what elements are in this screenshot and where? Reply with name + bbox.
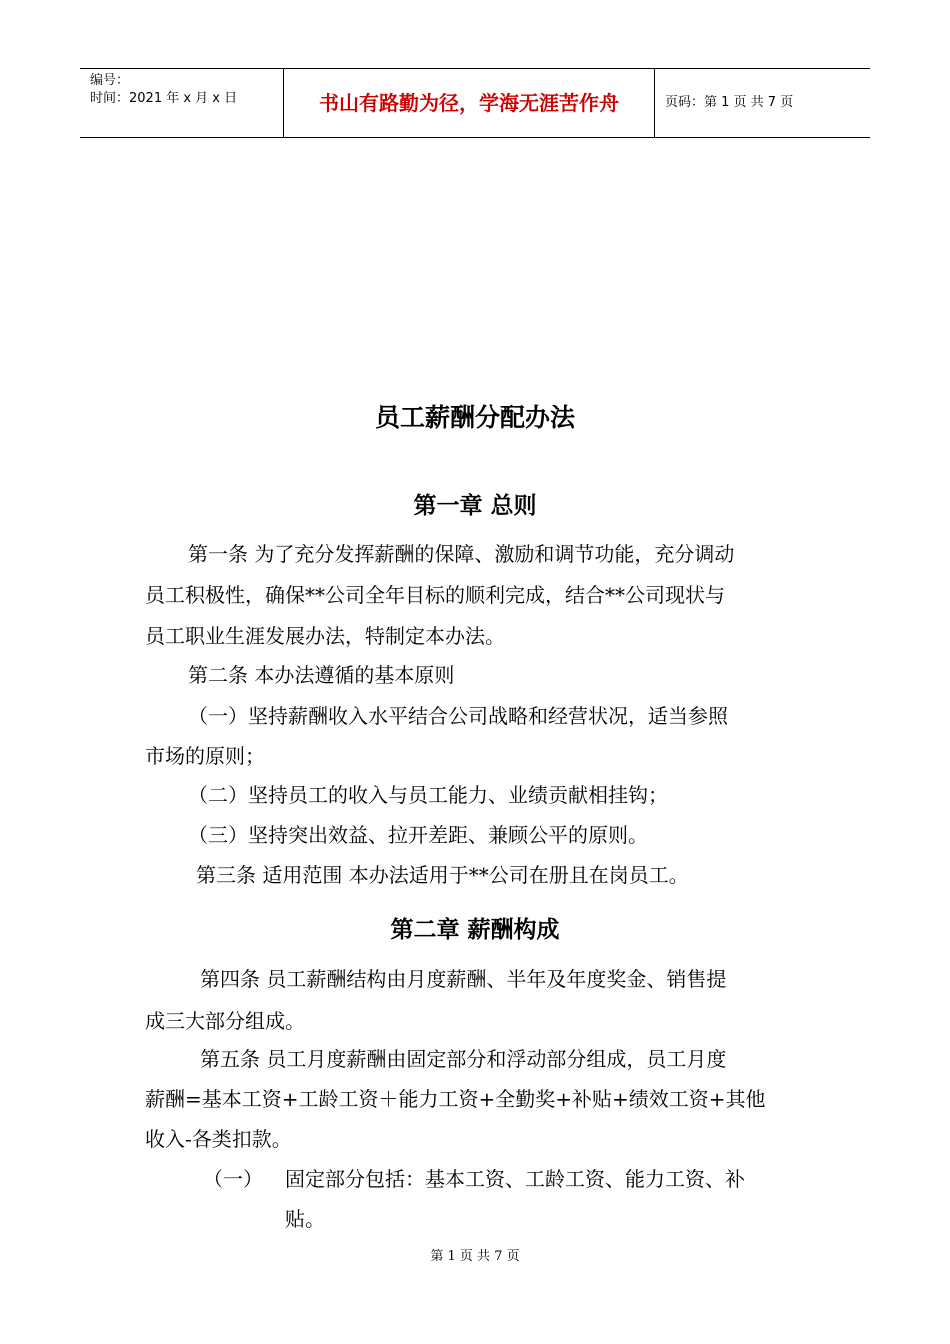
chapter-1-heading: 第一章 总则 — [413, 493, 537, 519]
article-2-item-1-line-1: （一）坚持薪酬收入水平结合公司战略和经营状况，适当参照 — [188, 704, 728, 728]
article-5-line-3: 收入-各类扣款。 — [145, 1127, 292, 1151]
article-1-line-1: 第一条 为了充分发挥薪酬的保障、激励和调节功能，充分调动 — [188, 542, 735, 566]
number-label: 编号： — [90, 73, 130, 88]
page-footer: 第 1 页 共 7 页 — [430, 1249, 520, 1264]
fixed-part-line-2: 贴。 — [285, 1207, 325, 1231]
article-4-line-2: 成三大部分组成。 — [145, 1009, 305, 1033]
article-4-line-1: 第四条 员工薪酬结构由月度薪酬、半年及年度奖金、销售提 — [200, 967, 727, 991]
article-5-line-2: 薪酬=基本工资+工龄工资＋能力工资+全勤奖+补贴+绩效工资+其他 — [145, 1087, 766, 1111]
header-table — [80, 68, 870, 138]
article-2-heading: 第二条 本办法遵循的基本原则 — [188, 663, 455, 687]
article-1-line-2: 员工积极性，确保**公司全年目标的顺利完成，结合**公司现状与 — [145, 583, 725, 607]
article-1-line-3: 员工职业生涯发展办法，特制定本办法。 — [145, 624, 505, 648]
chapter-2-heading: 第二章 薪酬构成 — [390, 917, 560, 943]
article-2-item-2: （二）坚持员工的收入与员工能力、业绩贡献相挂钩； — [188, 783, 668, 807]
fixed-part-label: （一） — [203, 1167, 263, 1191]
article-3: 第三条 适用范围 本办法适用于**公司在册且在岗员工。 — [196, 863, 689, 887]
article-5-line-1: 第五条 员工月度薪酬由固定部分和浮动部分组成，员工月度 — [200, 1047, 727, 1071]
page-info: 页码：第 1 页 共 7 页 — [665, 95, 794, 110]
fixed-part-line-1: 固定部分包括：基本工资、工龄工资、能力工资、补 — [285, 1167, 745, 1191]
time-line: 时间：2021 年 x 月 x 日 — [90, 91, 238, 106]
motto: 书山有路勤为径，学海无涯苦作舟 — [283, 69, 655, 137]
article-2-item-1-line-2: 市场的原则； — [145, 744, 265, 768]
header-meta — [80, 69, 283, 137]
article-2-item-3: （三）坚持突出效益、拉开差距、兼顾公平的原则。 — [188, 823, 648, 847]
document-title: 员工薪酬分配办法 — [374, 403, 575, 432]
